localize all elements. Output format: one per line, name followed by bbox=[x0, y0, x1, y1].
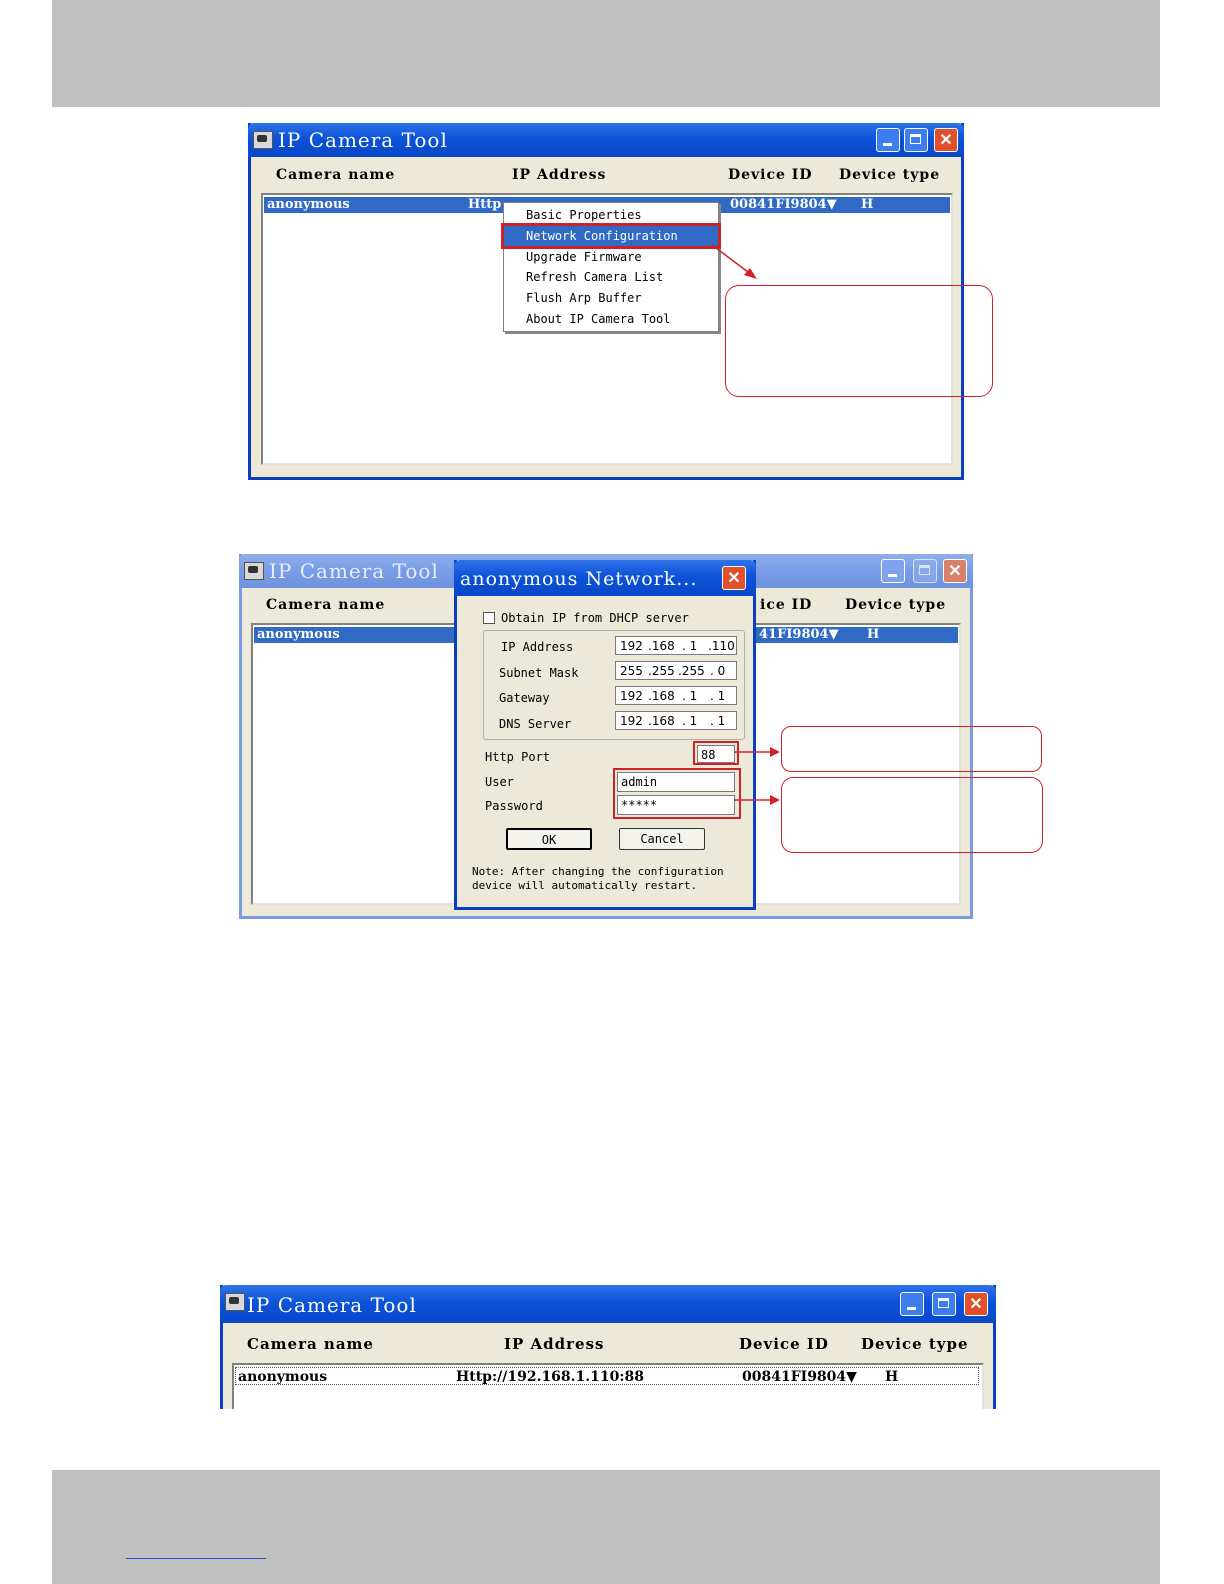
context-menu bbox=[503, 202, 719, 332]
app-icon bbox=[225, 1293, 245, 1311]
column-header-device-type[interactable]: Device type bbox=[861, 1335, 969, 1353]
device-type-cell: H bbox=[867, 627, 880, 642]
annotation-callout-1 bbox=[725, 285, 993, 397]
minimize-button[interactable] bbox=[876, 128, 900, 152]
menu-item-refresh-camera-list[interactable]: Refresh Camera List bbox=[526, 270, 664, 284]
column-header-device-id[interactable]: Device ID bbox=[728, 167, 813, 183]
window-title: IP Camera Tool bbox=[269, 559, 439, 583]
window-title: IP Camera Tool bbox=[278, 128, 448, 152]
network-config-dialog bbox=[454, 560, 756, 910]
close-button[interactable]: ✕ bbox=[934, 128, 958, 152]
column-header-camera-name[interactable]: Camera name bbox=[276, 167, 396, 183]
camera-list[interactable] bbox=[232, 1363, 984, 1409]
column-header-camera-name[interactable]: Camera name bbox=[266, 597, 386, 613]
column-header-ip-address[interactable]: IP Address bbox=[512, 167, 607, 183]
annotation-callout-2 bbox=[781, 726, 1042, 772]
camera-row[interactable] bbox=[235, 1367, 979, 1385]
subnet-mask-label: Subnet Mask bbox=[499, 666, 579, 680]
dialog-title-bar[interactable] bbox=[454, 560, 756, 596]
maximize-button[interactable] bbox=[932, 1292, 956, 1316]
gateway-field[interactable]: 192 .168 . 1 . 1 bbox=[615, 686, 737, 705]
footer-link[interactable] bbox=[126, 1558, 266, 1559]
dns-server-label: DNS Server bbox=[499, 717, 572, 731]
column-header-device-id[interactable]: Device ID bbox=[739, 1335, 829, 1353]
device-type-cell: H bbox=[885, 1369, 899, 1385]
subnet-mask-field[interactable]: 255 .255 .255 . 0 bbox=[615, 661, 737, 680]
ip-address-field[interactable]: 192 .168 . 1 .110 bbox=[615, 636, 737, 655]
dialog-close-button[interactable]: ✕ bbox=[722, 566, 746, 590]
column-header-camera-name[interactable]: Camera name bbox=[247, 1335, 374, 1353]
camera-name-cell: anonymous bbox=[257, 627, 340, 642]
column-header-device-id[interactable]: ice ID bbox=[760, 597, 813, 613]
page-footer-band bbox=[52, 1470, 1160, 1584]
maximize-button[interactable] bbox=[904, 128, 928, 152]
menu-item-flush-arp-buffer[interactable]: Flush Arp Buffer bbox=[526, 291, 642, 305]
password-input[interactable]: ***** bbox=[617, 795, 735, 815]
annotation-arrow-3 bbox=[734, 790, 784, 810]
dhcp-checkbox[interactable] bbox=[483, 612, 495, 624]
ok-button[interactable]: OK bbox=[506, 828, 592, 850]
annotation-arrow-1 bbox=[700, 240, 770, 290]
user-input[interactable]: admin bbox=[617, 772, 735, 792]
dns-server-field[interactable]: 192 .168 . 1 . 1 bbox=[615, 711, 737, 730]
title-bar[interactable] bbox=[248, 123, 964, 157]
menu-item-upgrade-firmware[interactable]: Upgrade Firmware bbox=[526, 250, 642, 264]
note-line-2: device will automatically restart. bbox=[472, 879, 698, 892]
column-header-device-type[interactable]: Device type bbox=[839, 167, 941, 183]
http-port-label: Http Port bbox=[485, 750, 551, 764]
dialog-title: anonymous Network... bbox=[460, 568, 698, 590]
http-port-highlight bbox=[693, 741, 739, 765]
http-port-input[interactable]: 88 bbox=[697, 745, 735, 763]
dhcp-label[interactable]: Obtain IP from DHCP server bbox=[501, 611, 689, 625]
device-type-cell: H bbox=[861, 197, 874, 212]
camera-name-cell: anonymous bbox=[267, 197, 350, 212]
title-bar[interactable] bbox=[220, 1285, 996, 1323]
window-title: IP Camera Tool bbox=[247, 1293, 417, 1317]
minimize-button[interactable] bbox=[900, 1292, 924, 1316]
device-id-cell: 00841FI9804▼ bbox=[742, 1369, 857, 1385]
menu-item-basic-properties[interactable]: Basic Properties bbox=[526, 208, 642, 222]
ip-address-cell: Http://192.168.1.110:88 bbox=[456, 1369, 645, 1385]
device-id-cell: 41FI9804▼ bbox=[759, 627, 839, 642]
cancel-button[interactable]: Cancel bbox=[619, 828, 705, 850]
credentials-highlight bbox=[613, 768, 741, 819]
column-header-ip-address[interactable]: IP Address bbox=[504, 1335, 605, 1353]
camera-name-cell: anonymous bbox=[238, 1369, 328, 1385]
annotation-arrow-2 bbox=[734, 742, 784, 762]
minimize-button[interactable] bbox=[881, 559, 905, 583]
annotation-callout-3 bbox=[781, 777, 1043, 853]
ip-address-label: IP Address bbox=[501, 640, 574, 654]
column-header-device-type[interactable]: Device type bbox=[845, 597, 947, 613]
ip-camera-tool-window-3 bbox=[220, 1285, 996, 1409]
app-icon bbox=[253, 131, 273, 149]
close-button[interactable]: ✕ bbox=[964, 1292, 988, 1316]
maximize-button[interactable] bbox=[913, 559, 937, 583]
app-icon bbox=[244, 562, 264, 580]
page-header-band bbox=[52, 0, 1160, 107]
user-label: User bbox=[485, 775, 514, 789]
menu-item-about[interactable]: About IP Camera Tool bbox=[526, 312, 671, 326]
gateway-label: Gateway bbox=[499, 691, 550, 705]
menu-item-network-configuration[interactable]: Network Configuration bbox=[504, 226, 718, 246]
password-label: Password bbox=[485, 799, 543, 813]
ip-address-cell: Http bbox=[468, 197, 502, 212]
note-line-1: Note: After changing the configuration bbox=[472, 865, 724, 878]
device-id-cell: 00841FI9804▼ bbox=[730, 197, 837, 212]
close-button[interactable]: ✕ bbox=[943, 559, 967, 583]
